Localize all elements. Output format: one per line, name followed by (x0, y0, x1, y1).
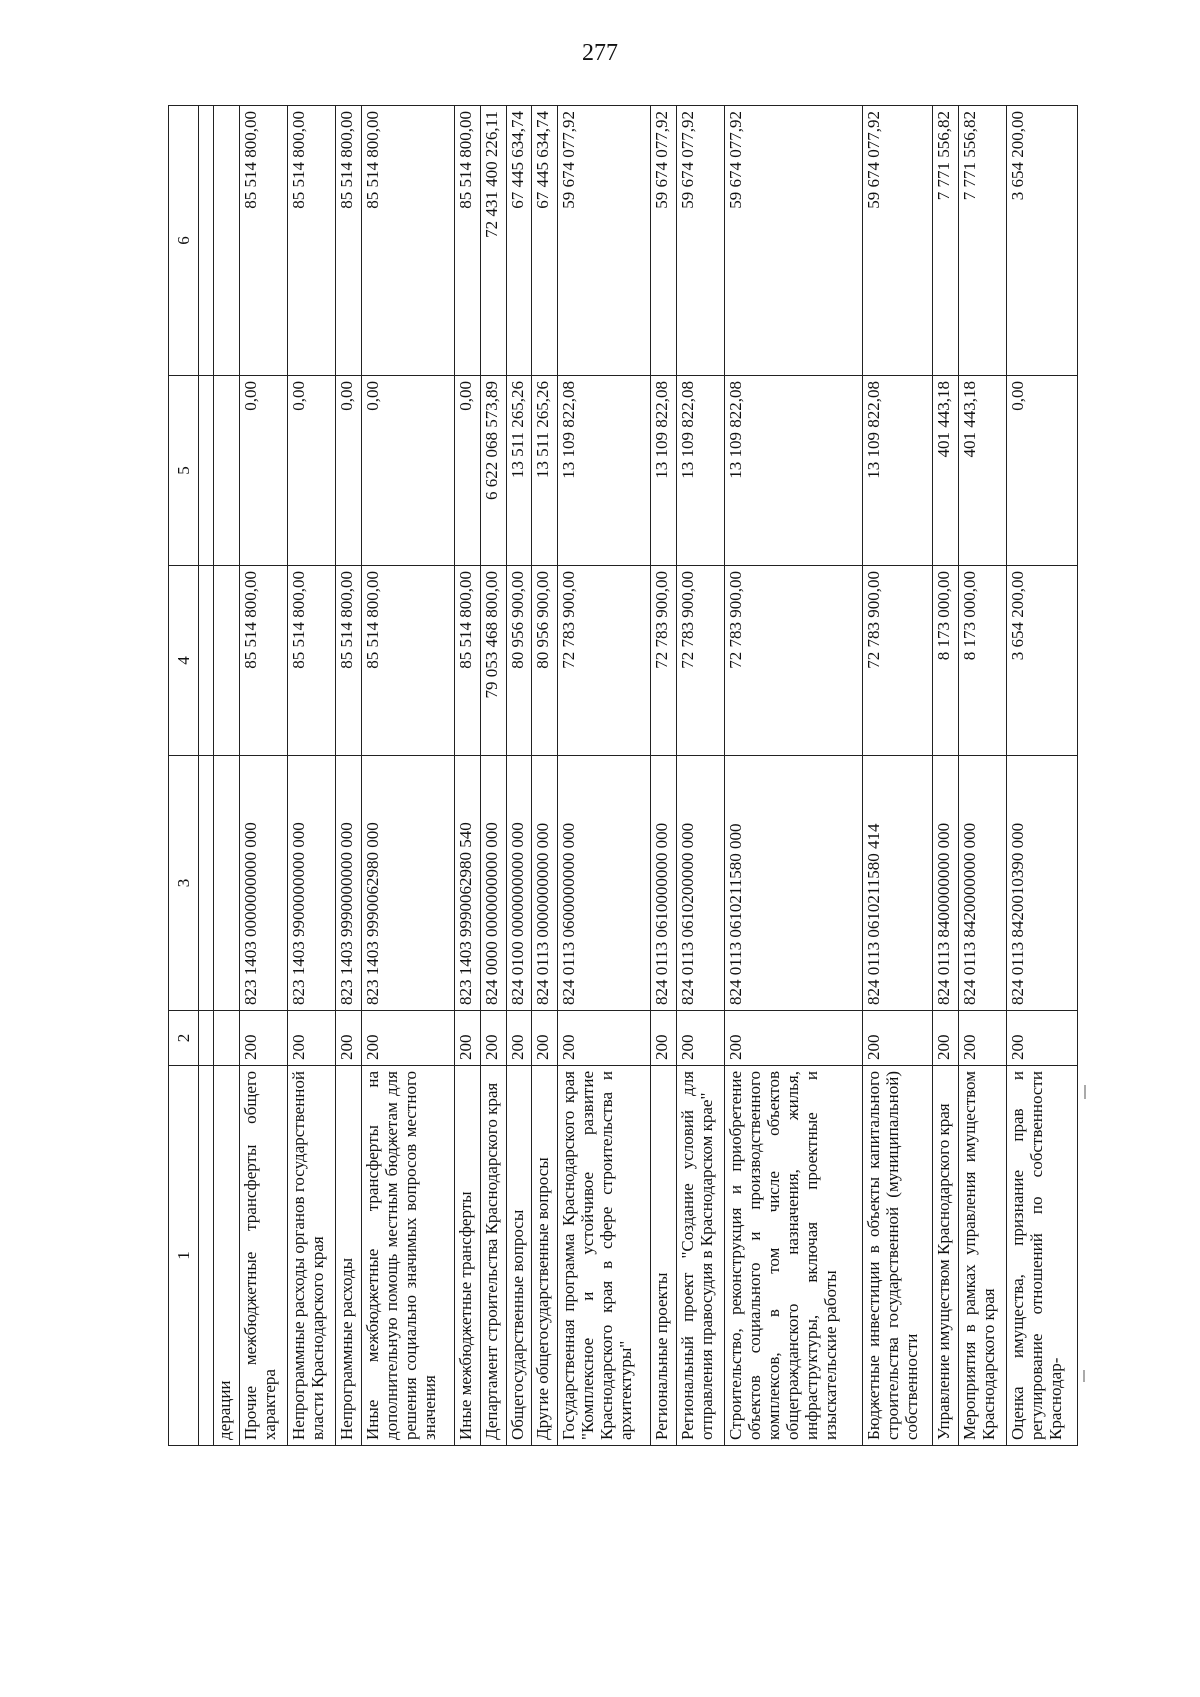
scan-mark (1083, 1370, 1085, 1382)
row-approved-amount: 85 514 800,00 (454, 566, 480, 756)
row-budget-code: 823 1403 9990062980 540 (454, 756, 480, 1011)
row-code-200: 200 (506, 1011, 532, 1066)
row-code-200: 200 (677, 1011, 725, 1066)
table-row (651, 106, 677, 1446)
row-budget-code: 823 1403 0000000000 000 (239, 756, 287, 1011)
table-row (677, 106, 725, 1446)
row-budget-code: 824 0113 0610211580 414 (862, 756, 933, 1011)
row-executed-amount: 0,00 (1007, 376, 1078, 566)
row-remaining-amount: 59 674 077,92 (558, 106, 651, 376)
spacer-cell (199, 756, 214, 1011)
spacer-cell (199, 376, 214, 566)
row-name: Другие общегосударственные вопросы (532, 1066, 558, 1446)
row-approved-amount: 80 956 900,00 (506, 566, 532, 756)
page-number: 277 (582, 40, 618, 66)
row-code-200: 200 (651, 1011, 677, 1066)
row-executed-amount: 13 109 822,08 (862, 376, 933, 566)
row-approved-amount: 85 514 800,00 (288, 566, 336, 756)
row-approved-amount: 72 783 900,00 (677, 566, 725, 756)
row-name: Общегосударственные вопросы (506, 1066, 532, 1446)
table-row (362, 106, 455, 1446)
table-header-row (169, 106, 199, 1446)
spacer-cell (199, 106, 214, 376)
row-executed-amount: 0,00 (454, 376, 480, 566)
row-executed-amount: 13 511 265,26 (532, 376, 558, 566)
row-code-200: 200 (558, 1011, 651, 1066)
row-budget-code: 824 0000 0000000000 000 (480, 756, 506, 1011)
row-executed-amount: 6 622 068 573,89 (480, 376, 506, 566)
header-cell: 3 (169, 756, 199, 1011)
row-budget-code: 824 0113 0610211580 000 (725, 756, 863, 1011)
row-remaining-amount: 7 771 556,82 (933, 106, 959, 376)
row-budget-code: 824 0113 0000000000 000 (532, 756, 558, 1011)
header-cell: 1 (169, 1066, 199, 1446)
row-budget-code: 824 0100 0000000000 000 (506, 756, 532, 1011)
row-approved-amount: 80 956 900,00 (532, 566, 558, 756)
row-approved-amount: 72 783 900,00 (862, 566, 933, 756)
table-row (862, 106, 933, 1446)
row-budget-code: 824 0113 8400000000 000 (933, 756, 959, 1011)
row-executed-amount: 13 109 822,08 (651, 376, 677, 566)
row-code-200: 200 (362, 1011, 455, 1066)
row-code-200 (214, 1011, 240, 1066)
row-budget-code: 823 1403 9990062980 000 (362, 756, 455, 1011)
row-executed-amount: 13 109 822,08 (725, 376, 863, 566)
row-name: Управление имуществом Краснодарского края (933, 1066, 959, 1446)
row-name: Государственная программа Краснодарского края "Комплексное и устойчивое развитие Краснодарского края в сфере строительства и архитектуры" (558, 1066, 651, 1446)
row-executed-amount: 13 511 265,26 (506, 376, 532, 566)
scan-mark (1084, 1085, 1086, 1099)
row-name: дерации (214, 1066, 240, 1446)
row-remaining-amount: 72 431 400 226,11 (480, 106, 506, 376)
row-budget-code: 823 1403 9900000000 000 (288, 756, 336, 1011)
table-row (933, 106, 959, 1446)
table-row (336, 106, 362, 1446)
header-cell: 6 (169, 106, 199, 376)
row-budget-code: 824 0113 8420010390 000 (1007, 756, 1078, 1011)
row-name: Иные межбюджетные трансферты (454, 1066, 480, 1446)
table-row (214, 106, 240, 1446)
table-row (1007, 106, 1078, 1446)
row-name: Региональный проект "Создание условий для отправления правосудия в Краснодарском крае" (677, 1066, 725, 1446)
row-code-200: 200 (959, 1011, 1007, 1066)
row-remaining-amount: 67 445 634,74 (506, 106, 532, 376)
row-executed-amount: 401 443,18 (933, 376, 959, 566)
row-executed-amount (214, 376, 240, 566)
header-cell: 5 (169, 376, 199, 566)
table-row (454, 106, 480, 1446)
spacer-cell (199, 566, 214, 756)
row-code-200: 200 (336, 1011, 362, 1066)
row-executed-amount: 0,00 (336, 376, 362, 566)
row-remaining-amount: 59 674 077,92 (677, 106, 725, 376)
row-approved-amount: 79 053 468 800,00 (480, 566, 506, 756)
row-approved-amount: 85 514 800,00 (239, 566, 287, 756)
row-code-200: 200 (1007, 1011, 1078, 1066)
row-remaining-amount: 85 514 800,00 (362, 106, 455, 376)
row-name: Непрограммные расходы органов государственной власти Краснодарского края (288, 1066, 336, 1446)
row-executed-amount: 0,00 (288, 376, 336, 566)
row-remaining-amount: 59 674 077,92 (862, 106, 933, 376)
table-row (506, 106, 532, 1446)
spacer-cell (199, 1011, 214, 1066)
table-row (558, 106, 651, 1446)
row-approved-amount: 72 783 900,00 (558, 566, 651, 756)
row-remaining-amount: 85 514 800,00 (336, 106, 362, 376)
table-row (959, 106, 1007, 1446)
row-name: Региональные проекты (651, 1066, 677, 1446)
row-budget-code (214, 756, 240, 1011)
row-name: Мероприятия в рамках управления имуществом Краснодарского края (959, 1066, 1007, 1446)
row-remaining-amount: 59 674 077,92 (651, 106, 677, 376)
row-approved-amount: 3 654 200,00 (1007, 566, 1078, 756)
row-approved-amount: 72 783 900,00 (725, 566, 863, 756)
table-row (480, 106, 506, 1446)
row-budget-code: 823 1403 9990000000 000 (336, 756, 362, 1011)
row-approved-amount: 72 783 900,00 (651, 566, 677, 756)
row-approved-amount (214, 566, 240, 756)
row-name: Строительство, реконструкция и приобретение объектов социального и производственного комплексов, в том числе объектов общегражданского назначения, жилья, инфраструктуры, включая проектные и изыскательские работы (725, 1066, 863, 1446)
row-budget-code: 824 0113 0600000000 000 (558, 756, 651, 1011)
row-executed-amount: 0,00 (362, 376, 455, 566)
spacer-cell (199, 1066, 214, 1446)
row-remaining-amount: 3 654 200,00 (1007, 106, 1078, 376)
row-name: Прочие межбюджетные трансферты общего характера (239, 1066, 287, 1446)
row-budget-code: 824 0113 0610200000 000 (677, 756, 725, 1011)
row-code-200: 200 (480, 1011, 506, 1066)
table-row (288, 106, 336, 1446)
row-budget-code: 824 0113 0610000000 000 (651, 756, 677, 1011)
row-name: Департамент строительства Краснодарского края (480, 1066, 506, 1446)
row-executed-amount: 401 443,18 (959, 376, 1007, 566)
table-row (725, 106, 863, 1446)
row-budget-code: 824 0113 8420000000 000 (959, 756, 1007, 1011)
row-remaining-amount: 85 514 800,00 (288, 106, 336, 376)
row-approved-amount: 8 173 000,00 (959, 566, 1007, 756)
row-code-200: 200 (725, 1011, 863, 1066)
row-remaining-amount: 59 674 077,92 (725, 106, 863, 376)
row-name: Бюджетные инвестиции в объекты капитального строительства государственной (муниципальной) собственности (862, 1066, 933, 1446)
row-remaining-amount: 85 514 800,00 (454, 106, 480, 376)
row-code-200: 200 (454, 1011, 480, 1066)
row-name: Оценка имущества, признание прав и регулирование отношений по собственности Краснодар- (1007, 1066, 1078, 1446)
row-remaining-amount (214, 106, 240, 376)
row-name: Иные межбюджетные трансферты на дополнительную помощь местным бюджетам для решения социально значимых вопросов местного значения (362, 1066, 455, 1446)
row-executed-amount: 0,00 (239, 376, 287, 566)
table-row (239, 106, 287, 1446)
row-name: Непрограммные расходы (336, 1066, 362, 1446)
row-code-200: 200 (933, 1011, 959, 1066)
row-approved-amount: 85 514 800,00 (362, 566, 455, 756)
header-cell: 2 (169, 1011, 199, 1066)
row-code-200: 200 (532, 1011, 558, 1066)
header-spacer-row (199, 106, 214, 1446)
row-approved-amount: 8 173 000,00 (933, 566, 959, 756)
row-code-200: 200 (288, 1011, 336, 1066)
row-remaining-amount: 7 771 556,82 (959, 106, 1007, 376)
row-code-200: 200 (862, 1011, 933, 1066)
row-code-200: 200 (239, 1011, 287, 1066)
header-cell: 4 (169, 566, 199, 756)
row-executed-amount: 13 109 822,08 (558, 376, 651, 566)
budget-table (168, 105, 1078, 1446)
row-remaining-amount: 67 445 634,74 (532, 106, 558, 376)
row-remaining-amount: 85 514 800,00 (239, 106, 287, 376)
row-executed-amount: 13 109 822,08 (677, 376, 725, 566)
row-approved-amount: 85 514 800,00 (336, 566, 362, 756)
rotated-table-container (168, 106, 1078, 1446)
table-row (532, 106, 558, 1446)
